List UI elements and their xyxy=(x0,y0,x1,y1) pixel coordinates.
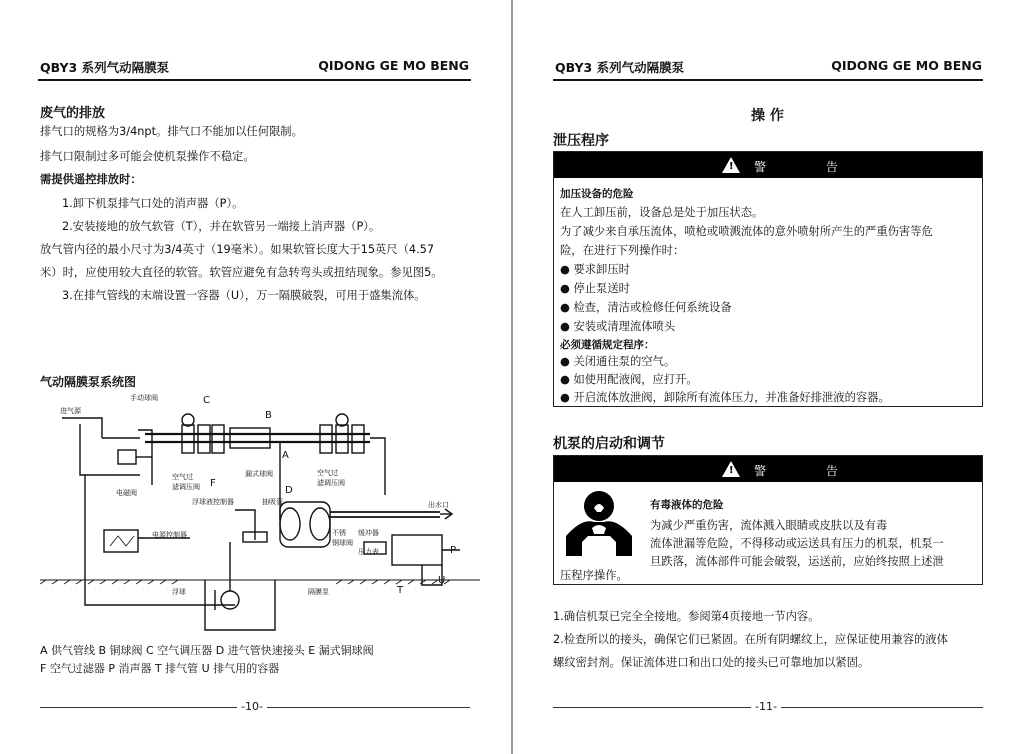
step-item: ● 开启流体放泄阀，卸除所有流体压力，并准备好排泄液的容器。 xyxy=(560,391,890,404)
right-page xyxy=(513,0,1024,754)
para-line: 放气管内径的最小尺寸为3/4英寸（19毫米）。如果软管长度大于15英尺（4.57 xyxy=(40,243,435,256)
label-outlet: 出水口 xyxy=(428,501,449,509)
page-number: -11- xyxy=(751,700,781,713)
step-item: ● 如使用配液阀，应打开。 xyxy=(560,373,698,386)
header-right-title: QIDONG GE MO BENG xyxy=(831,58,982,73)
step-text: 开启流体放泄阀，卸除所有流体压力，并准备好排泄液的容器。 xyxy=(573,391,890,404)
warning-line: 在人工卸压前，设备总是处于加压状态。 xyxy=(560,206,764,219)
bullet-item: ● 停止泵送时 xyxy=(560,282,630,295)
warning-line: 旦跌落，流体部件可能会破裂，运送前，应始终按照上述泄 xyxy=(650,555,944,568)
label-regulator-left: 空气过 滤调压阀 xyxy=(172,473,200,491)
label-T: T xyxy=(397,585,404,596)
diagram-title: 气动隔膜泵系统图 xyxy=(40,375,137,389)
bullet-text: 要求卸压时 xyxy=(573,263,630,276)
section-title-pressure-relief: 泄压程序 xyxy=(553,133,609,149)
legend-line: A 供气管线 B 铜球阀 C 空气调压器 D 进气管快速接头 E 漏式铜球阀 xyxy=(40,644,374,657)
warning-line: 压程序操作。 xyxy=(560,569,628,582)
label-F: F xyxy=(210,478,216,489)
header-rule xyxy=(38,79,471,81)
bullet-text: 安装或清理流体喷头 xyxy=(573,320,676,333)
warning-label: 警 告 xyxy=(754,160,866,174)
para-line: 1.卸下机泵排气口处的消声器（P）。 xyxy=(62,197,244,210)
page-number: -10- xyxy=(237,700,267,713)
main-title: 操 作 xyxy=(751,108,784,124)
label-C: C xyxy=(203,395,210,406)
bullet-text: 检查，清洁或检修任何系统设备 xyxy=(573,301,732,314)
warning-bar xyxy=(554,456,982,482)
label-buffer: 缓冲器 xyxy=(358,529,379,537)
section-title-exhaust: 废气的排放 xyxy=(40,106,106,121)
label-leak-valve: 漏式球阀 xyxy=(245,470,273,478)
para-line: 2.安装接地的放气软管（T），并在软管另一端接上消声器（P）。 xyxy=(62,220,381,233)
step-line: 螺纹密封剂。保证流体进口和出口处的接头已可靠地加以紧固。 xyxy=(553,656,870,669)
header-left-title: QBY3 系列气动隔膜泵 xyxy=(40,60,170,75)
left-page xyxy=(0,0,511,754)
label-float: 浮球 xyxy=(172,588,186,596)
legend-line: F 空气过滤器 P 消声器 T 排气管 U 排气用的容器 xyxy=(40,662,280,675)
label-diaphragm-pump: 隔膜泵 xyxy=(308,588,329,596)
exclamation-icon: ! xyxy=(729,465,734,476)
bullet-item: ● 要求卸压时 xyxy=(560,263,630,276)
bullet-text: 停止泵送时 xyxy=(573,282,630,295)
label-B: B xyxy=(265,410,272,421)
header-left-title: QBY3 系列气动隔膜泵 xyxy=(555,60,685,75)
step-line: 2.检查所以的接头，确保它们已紧固。在所有阴螺纹上，应保证使用兼容的液体 xyxy=(553,633,948,646)
label-manual-valve: 手动球阀 xyxy=(130,394,158,402)
section-title-startup: 机泵的启动和调节 xyxy=(553,436,665,452)
warning-line: 为减少严重伤害，流体溅入眼睛或皮肤以及有毒 xyxy=(650,519,888,532)
label-solenoid: 电磁阀 xyxy=(116,489,137,497)
warning-bar xyxy=(554,152,982,178)
label-float-controller: 浮球液控制器 xyxy=(192,498,234,506)
warning-heading: 有毒液体的危险 xyxy=(650,499,724,511)
system-diagram xyxy=(40,390,480,635)
para-line: 排气口限制过多可能会使机泵操作不稳定。 xyxy=(40,150,255,163)
step-text: 关闭通往泵的空气。 xyxy=(573,355,676,368)
exclamation-icon: ! xyxy=(729,161,734,172)
label-pressure-gauge: 压力表 xyxy=(358,548,379,556)
step-line: 1.确信机泵已完全全接地。参阅第4页接地一节内容。 xyxy=(553,610,820,623)
label-P: P xyxy=(450,545,457,556)
label-elec-controller: 电源控制器 xyxy=(152,531,187,539)
bullet-item: ● 检查，清洁或检修任何系统设备 xyxy=(560,301,732,314)
system-diagram-svg xyxy=(40,390,480,635)
toxic-person-icon xyxy=(564,488,634,558)
warning-line: 险，在进行下列操作时： xyxy=(560,244,685,257)
warning-line: 为了减少来自承压流体，喷枪或喷溅流体的意外喷射所产生的严重伤害等危 xyxy=(560,225,933,238)
label-air-in: 进气源 xyxy=(60,407,81,415)
label-regulator-right: 空气过 滤调压阀 xyxy=(317,469,345,487)
warning-box-pressure xyxy=(553,151,983,407)
para-line: 排气口的规格为3/4npt。排气口不能加以任何限制。 xyxy=(40,125,303,138)
step-item: ● 关闭通往泵的空气。 xyxy=(560,355,676,368)
header-rule xyxy=(553,79,983,81)
label-A: A xyxy=(282,450,289,461)
label-check-valve: 不锈 钢球阀 xyxy=(332,529,353,547)
para-line: 3.在排气管线的末端设置一容器（U），万一隔膜破裂，可用于盛集流体。 xyxy=(62,289,426,302)
warning-line: 流体泄漏等危险，不得移动或运送具有压力的机泵，机泵一 xyxy=(650,537,944,550)
label-suction: 抽吸管 xyxy=(262,498,283,506)
para-subheading: 需提供遥控排放时： xyxy=(40,173,142,186)
warning-subheading: 必须遵循规定程序： xyxy=(560,339,655,351)
warning-label: 警 告 xyxy=(754,464,866,478)
step-text: 如使用配液阀，应打开。 xyxy=(573,373,698,386)
bullet-item: ● 安装或清理流体喷头 xyxy=(560,320,676,333)
para-line: 米）时，应使用较大直径的软管。软管应避免有急转弯头或扭结现象。参见图5。 xyxy=(40,266,443,279)
label-D: D xyxy=(285,485,293,496)
warning-box-toxic xyxy=(553,455,983,585)
label-U: U xyxy=(438,575,446,586)
warning-heading: 加压设备的危险 xyxy=(560,188,634,200)
header-right-title: QIDONG GE MO BENG xyxy=(318,58,469,73)
